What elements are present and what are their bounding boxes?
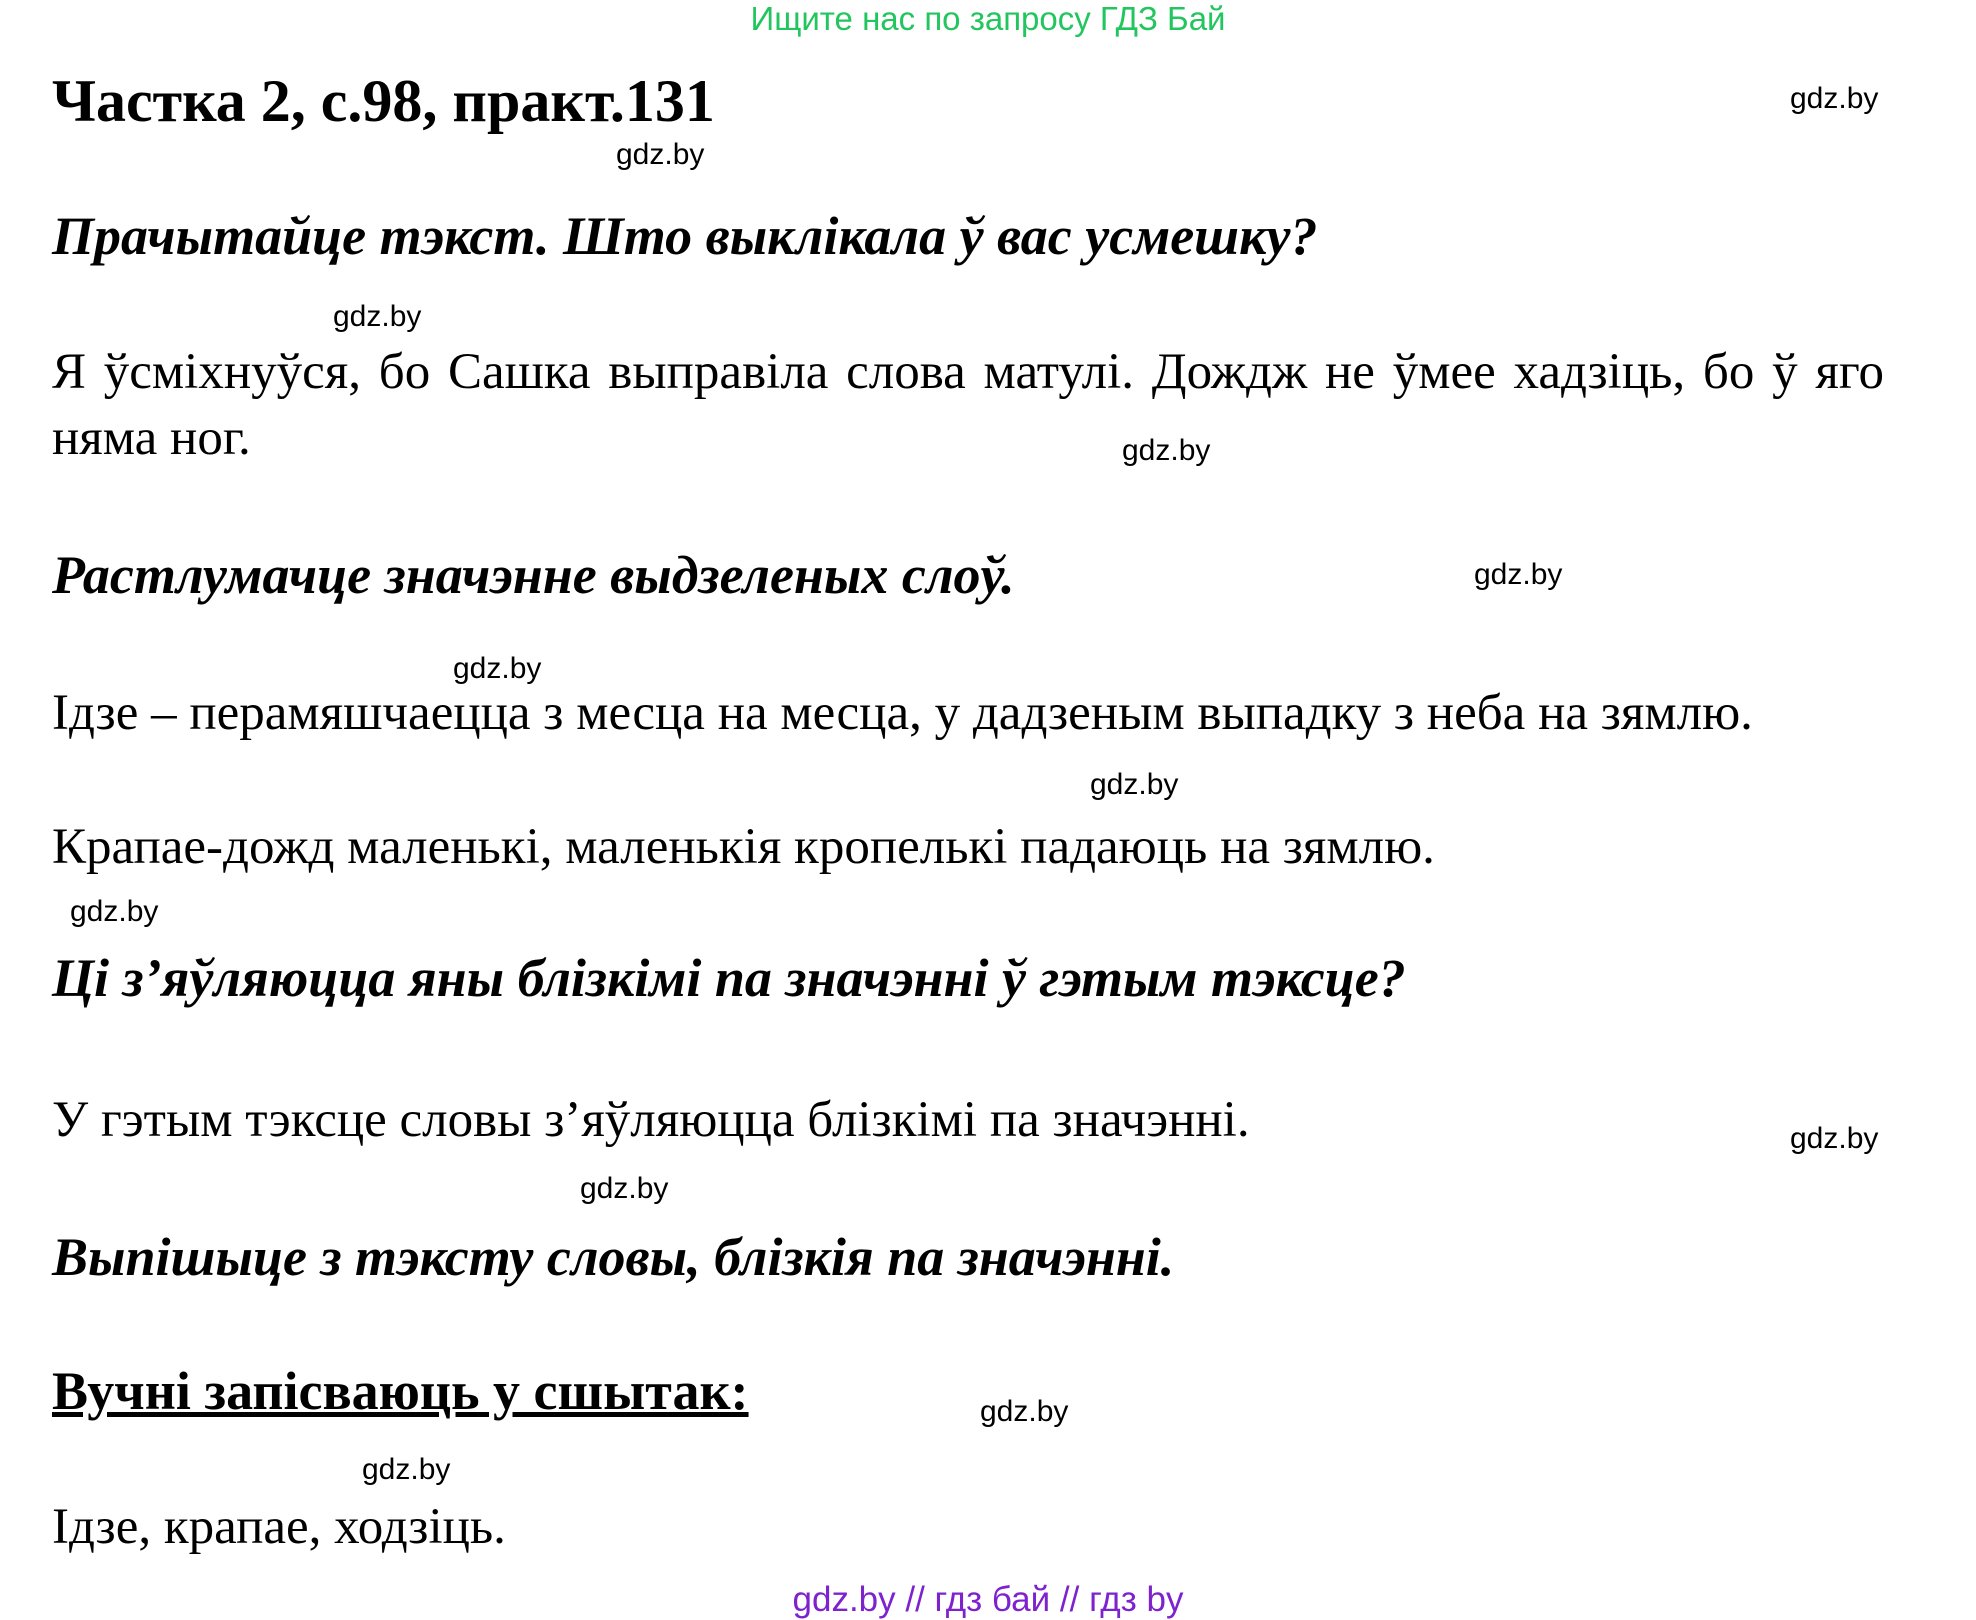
question-2: Растлумачце значэнне выдзеленых слоў. xyxy=(52,545,1015,605)
page-title: Частка 2, с.98, практ.131 xyxy=(52,68,715,134)
question-3: Ці з’яўляюцца яны блізкімі па значэнні ў гэтым тэксце? xyxy=(52,948,1406,1008)
answer-1: Я ўсміхнуўся, бо Сашка выправіла слова матулі. Дождж не ўмее хадзіць, бо ў яго няма ног. xyxy=(52,344,1884,466)
watermark: gdz.by xyxy=(1474,558,1563,591)
watermark: gdz.by xyxy=(616,138,705,171)
watermark: gdz.by xyxy=(362,1453,451,1486)
watermark: gdz.by xyxy=(580,1172,669,1205)
answer-3: У гэтым тэксце словы з’яўляюцца блізкімі па значэнні. xyxy=(52,1092,1250,1148)
watermark: gdz.by xyxy=(1790,82,1879,115)
question-1: Прачытайце тэкст. Што выклікала ў вас усмешку? xyxy=(52,206,1318,266)
top-banner: Ищите нас по запросу ГДЗ Бай xyxy=(750,0,1226,37)
watermark: gdz.by xyxy=(1090,768,1179,801)
answer-4: Ідзе, крапае, ходзіць. xyxy=(52,1499,506,1555)
watermark: gdz.by xyxy=(1122,434,1211,467)
answer-2-meaning-1: Ідзе – перамяшчаецца з месца на месца, у дадзеным выпадку з неба на зямлю. xyxy=(52,685,1753,741)
question-4: Выпішыце з тэксту словы, блізкія па значэнні. xyxy=(52,1227,1175,1287)
notebook-heading: Вучні запісваюць у сшытак: xyxy=(52,1361,749,1421)
answer-2-meaning-2: Крапае-дожд маленькі, маленькія кропелькі падаюць на зямлю. xyxy=(52,819,1435,875)
watermark: gdz.by xyxy=(333,300,422,333)
watermark: gdz.by xyxy=(980,1395,1069,1428)
footer-links: gdz.by // гдз бай // гдз by xyxy=(792,1580,1184,1619)
watermark: gdz.by xyxy=(1790,1122,1879,1155)
watermark: gdz.by xyxy=(453,652,542,685)
watermark: gdz.by xyxy=(70,895,159,928)
